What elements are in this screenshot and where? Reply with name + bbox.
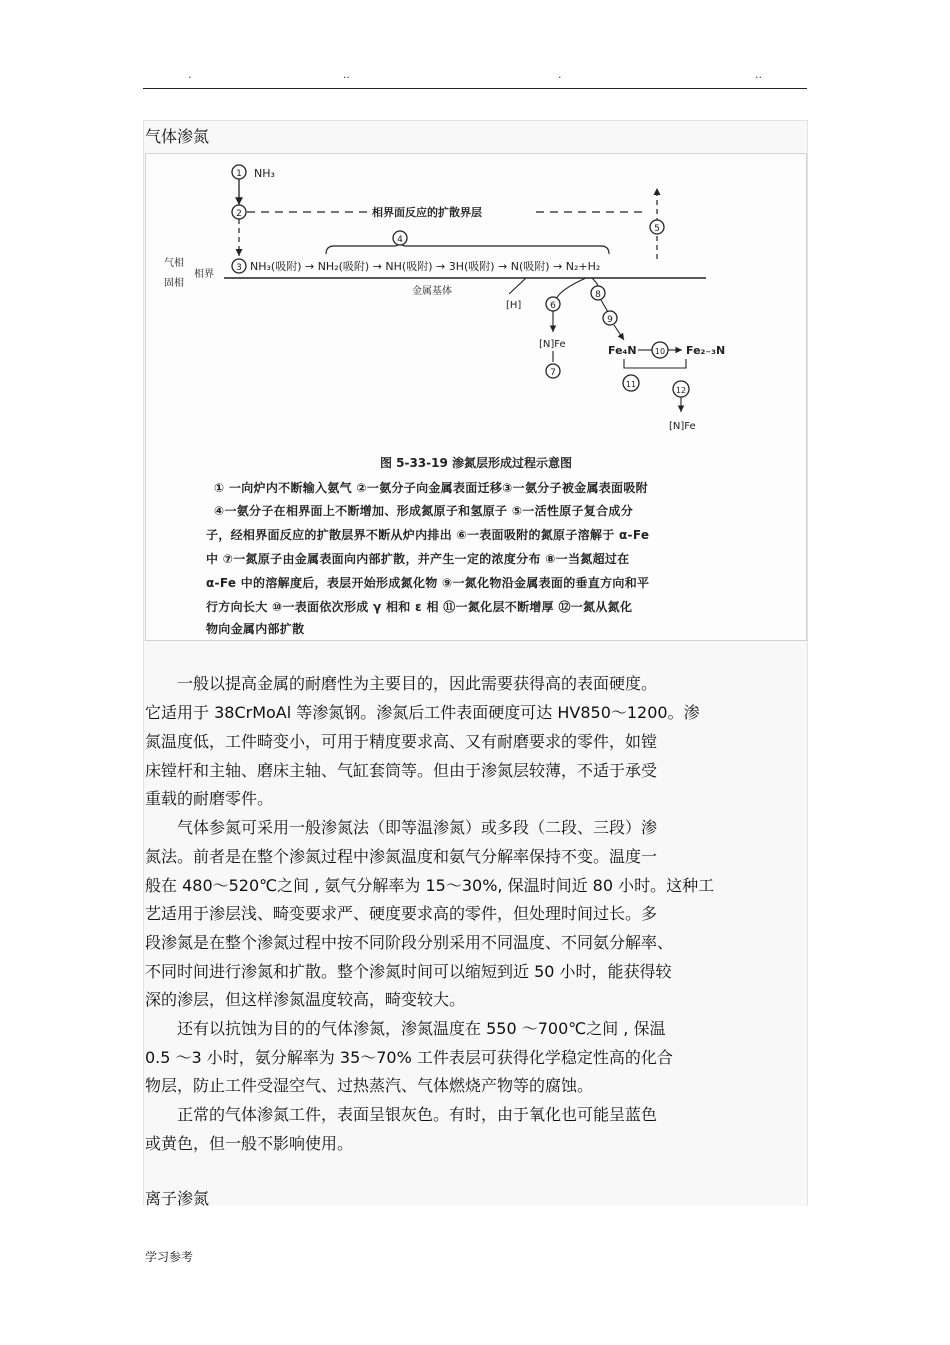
paragraph-line: 重载的耐磨零件。 xyxy=(145,789,274,808)
label-8: 8 xyxy=(595,290,601,300)
paragraph-line: 它适用于 38CrMoAl 等渗氮钢。渗氮后工件表面硬度可达 HV850～1200。渗 xyxy=(145,703,700,722)
legend-line: ① 一向炉内不断输入氨气 ②一氨分子向金属表面迁移③一氨分子被金属表面吸附 xyxy=(214,481,648,495)
label-phase-solid: 固相 xyxy=(164,278,184,289)
label-7: 7 xyxy=(550,368,556,378)
label-reaction-chain: NH₃(吸附) → NH₂(吸附) → NH(吸附) → 3H(吸附) → N(吸附) → N₂+H₂ xyxy=(250,260,601,273)
label-nh3: NH₃ xyxy=(254,167,275,180)
paragraph-line: 床镗杆和主轴、磨床主轴、气缸套筒等。但由于渗氮层较薄，不适于承受 xyxy=(145,761,658,780)
label-10: 10 xyxy=(654,347,666,356)
label-phase-boundary: 相界 xyxy=(194,269,214,280)
paragraph-line: 正常的气体渗氮工件，表面呈银灰色。有时，由于氧化也可能呈蓝色 xyxy=(145,1105,658,1124)
label-6: 6 xyxy=(550,301,556,311)
header-rule xyxy=(143,88,807,89)
legend-line: ④一氨分子在相界面上不断增加、形成氮原子和氢原子 ⑤一活性原子复合成分 xyxy=(214,504,634,518)
paragraph-line: 不同时间进行渗氮和扩散。整个渗氮时间可以缩短到近 50 小时，能获得较 xyxy=(145,962,672,981)
legend-line: α-Fe 中的溶解度后，表层开始形成氮化物 ⑨一氮化物沿金属表面的垂直方向和平 xyxy=(206,576,650,590)
paragraph-line: 还有以抗蚀为目的的气体渗氮，渗氮温度在 550 ～700℃之间 , 保温 xyxy=(145,1019,666,1038)
header-dot: .. xyxy=(755,68,762,81)
label-12: 12 xyxy=(675,386,687,395)
nitriding-diagram xyxy=(145,153,807,641)
diagram-drawing xyxy=(146,154,806,454)
paragraph-line: 氮温度低，工件畸变小，可用于精度要求高、又有耐磨要求的零件，如镗 xyxy=(145,732,658,751)
label-fe4n: Fe₄N xyxy=(608,344,637,357)
section-title-ion-nitriding: 离子渗氮 xyxy=(145,1189,210,1208)
paragraph-line: 艺适用于渗层浅、畸变要求严、硬度要求高的零件，但处理时间过长。多 xyxy=(145,904,658,923)
header-dot: .. xyxy=(343,68,350,81)
label-4: 4 xyxy=(397,235,403,245)
paragraph-line: 深的渗层，但这样渗氮温度较高，畸变较大。 xyxy=(145,990,466,1009)
paragraph-line: 般在 480～520℃之间 , 氨气分解率为 15～30%, 保温时间近 80 小时。这种工 xyxy=(145,876,715,895)
label-2: 2 xyxy=(236,209,242,219)
paragraph-line: 物层，防止工件受湿空气、过热蒸汽、气体燃烧产物等的腐蚀。 xyxy=(145,1076,594,1095)
paragraph-line: 段渗氮是在整个渗氮过程中按不同阶段分别采用不同温度、不同氨分解率、 xyxy=(145,933,674,952)
legend-line: 物向金属内部扩散 xyxy=(206,622,305,636)
label-n-fe: [N]Fe xyxy=(539,339,566,350)
paragraph-line: 一般以提高金属的耐磨性为主要目的，因此需要获得高的表面硬度。 xyxy=(145,674,658,693)
paragraph-line: 氮法。前者是在整个渗氮过程中渗氮温度和氨气分解率保持不变。温度一 xyxy=(145,847,658,866)
paragraph-line: 0.5 ～3 小时，氨分解率为 35～70% 工件表层可获得化学稳定性高的化合 xyxy=(145,1048,673,1067)
section-title-gas-nitriding: 气体渗氮 xyxy=(145,127,210,146)
label-5: 5 xyxy=(654,224,660,234)
legend-line: 中 ⑦一氮原子由金属表面向内部扩散，并产生一定的浓度分布 ⑧一当氮超过在 xyxy=(206,552,630,566)
page-header xyxy=(143,68,807,88)
legend-line: 行方向长大 ⑩一表面依次形成 γ 相和 ε 相 ⑪一氮化层不断增厚 ⑫一氮从氮化 xyxy=(206,600,633,614)
label-interface: 相界面反应的扩散界层 xyxy=(372,206,482,219)
label-3: 3 xyxy=(236,263,242,273)
header-dot: . xyxy=(558,68,562,81)
label-9: 9 xyxy=(607,315,613,325)
figure-caption: 图 5-33-19 渗氮层形成过程示意图 xyxy=(379,456,573,470)
page-footer: 学习参考 xyxy=(145,1250,194,1264)
label-1: 1 xyxy=(236,169,242,179)
label-matrix: 金属基体 xyxy=(412,286,452,297)
label-fe23n: Fe₂₋₃N xyxy=(686,344,726,357)
label-11: 11 xyxy=(625,380,637,389)
label-h: [H] xyxy=(506,300,522,311)
legend-line: 子，经相界面反应的扩散层界不断从炉内排出 ⑥一表面吸附的氮原子溶解于 α-Fe xyxy=(206,528,650,542)
label-phase-gas: 气相 xyxy=(164,258,184,269)
label-n-fe-2: [N]Fe xyxy=(669,421,696,432)
paragraph-line: 气体参氮可采用一般渗氮法（即等温渗氮）或多段（二段、三段）渗 xyxy=(145,818,658,837)
header-dot: . xyxy=(188,68,192,81)
paragraph-line: 或黄色，但一般不影响使用。 xyxy=(145,1134,354,1153)
